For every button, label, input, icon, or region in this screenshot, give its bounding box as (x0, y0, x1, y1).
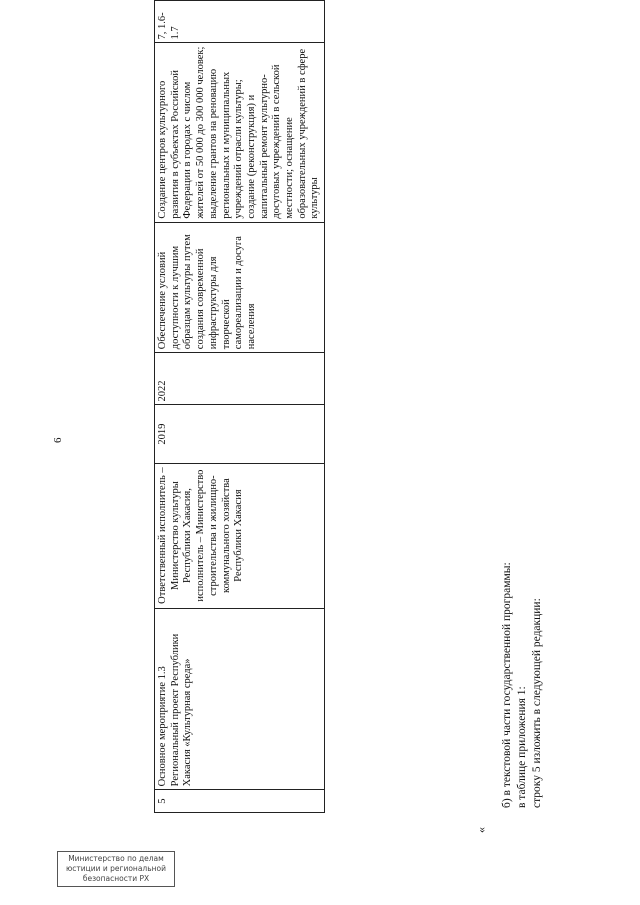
cell-start-year: 2019 (155, 405, 325, 463)
table-row (155, 1, 325, 813)
cell-result: Обеспечение условий доступности к лучшим образцам культуры путем создания современной инфраструктуры для творческой самореализации и досуга населения (155, 222, 325, 353)
stamp-line-2: юстиции и региональной (65, 864, 167, 873)
cell-end-year: 2022 (155, 353, 325, 405)
quote-open: « (474, 827, 488, 833)
cell-executor: Ответственный исполнитель – Министерство культуры Республики Хакасия, исполнитель – Министерство строительства и жилищно-коммунального хозяйства Республики Хакасия (155, 463, 325, 608)
ministry-stamp (57, 851, 175, 887)
stamp-line-1: Министерство по делам (68, 854, 164, 863)
intro-line-2: в таблице приложения 1: (516, 686, 528, 808)
cell-event: Основное мероприятие 1.3 Региональный проект Республики Хакасия «Культурная среда» (155, 608, 325, 790)
program-table (154, 0, 325, 813)
intro-line-3: строку 5 изложить в следующей редакции: (531, 598, 543, 808)
intro-text (500, 562, 545, 808)
intro-line-1: б) в текстовой части государственной программы: (501, 562, 513, 808)
cell-indicators: 7, 1.6-1.7 (155, 1, 325, 44)
stamp-line-3: безопасности РХ (82, 874, 150, 883)
cell-measures: Создание центров культурного развития в субъектах Российской Федерации в городах с числом жителей от 50 000 до 300 000 человек; выделение грантов на реновацию региональных и муниципальных учреждений отрасли культуры; создание (реконструкция) и капитальный ремонт культурно-досуговых учреждений в сельской местности; оснащение образовательных учреждений в сфере культуры (155, 43, 325, 222)
cell-number: 5 (155, 790, 325, 813)
page-number: 6 (52, 437, 64, 443)
